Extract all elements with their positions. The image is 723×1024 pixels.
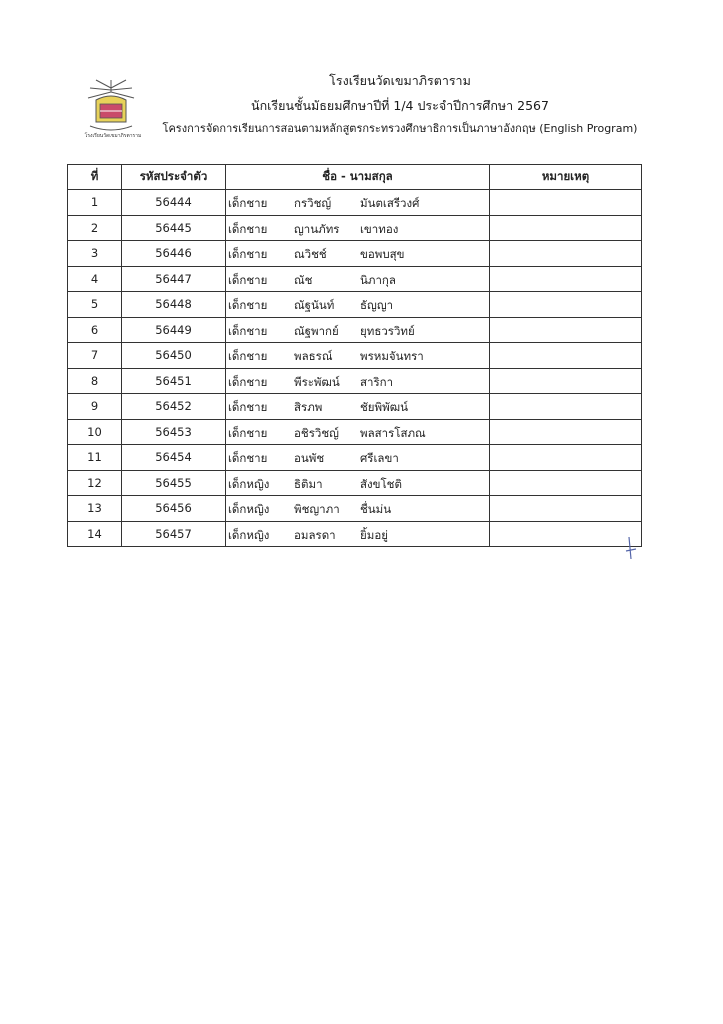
- first-name: ณัฐนันท์: [294, 298, 335, 312]
- table-row: [68, 215, 642, 241]
- row-no: 8: [68, 368, 122, 394]
- row-student-id: 56456: [122, 496, 226, 522]
- row-remarks: [490, 343, 642, 369]
- row-full-name: [226, 292, 490, 318]
- row-student-id: 56445: [122, 215, 226, 241]
- student-roster-table: [67, 164, 642, 547]
- row-remarks: [490, 521, 642, 547]
- table-row: [68, 394, 642, 420]
- name-prefix: เด็กชาย: [228, 400, 268, 414]
- row-full-name: [226, 190, 490, 216]
- class-line: นักเรียนชั้นมัธยมศึกษาปีที่ 1/4 ประจำปีการศึกษา 2567: [251, 98, 549, 113]
- first-name: อนพัช: [294, 451, 325, 465]
- table-row: [68, 343, 642, 369]
- row-no: 9: [68, 394, 122, 420]
- row-full-name: [226, 419, 490, 445]
- last-name: พรหมจันทรา: [360, 349, 424, 363]
- row-student-id: 56457: [122, 521, 226, 547]
- last-name: พลสารโสภณ: [360, 425, 426, 440]
- row-no: 13: [68, 496, 122, 522]
- row-full-name: [226, 266, 490, 292]
- row-no: 2: [68, 215, 122, 241]
- last-name: ยิ้มอยู่: [360, 527, 388, 542]
- header-remarks: หมายเหตุ: [490, 165, 642, 190]
- first-name: พิชญาภา: [294, 502, 340, 516]
- row-full-name: [226, 470, 490, 496]
- school-logo: [86, 78, 136, 140]
- row-student-id: 56454: [122, 445, 226, 471]
- name-prefix: เด็กชาย: [228, 451, 268, 465]
- row-full-name: [226, 445, 490, 471]
- row-full-name: [226, 496, 490, 522]
- last-name: มันตเสรีวงศ์: [360, 196, 420, 210]
- first-name: อชิรวิชญ์: [294, 425, 339, 440]
- row-remarks: [490, 317, 642, 343]
- program-line: โครงการจัดการเรียนการสอนตามหลักสูตรกระทรวงศึกษาธิการเป็นภาษาอังกฤษ (English Program): [162, 122, 638, 135]
- first-name: สิรภพ: [294, 400, 323, 414]
- first-name: กรวิชญ์: [294, 196, 332, 210]
- row-student-id: 56452: [122, 394, 226, 420]
- row-no: 12: [68, 470, 122, 496]
- first-name: อมลรดา: [294, 527, 336, 542]
- last-name: สาริกา: [360, 374, 394, 389]
- header-student-id: รหัสประจำตัว: [122, 165, 226, 190]
- last-name: ยุทธวรวิทย์: [360, 323, 415, 338]
- row-remarks: [490, 496, 642, 522]
- table-row: [68, 419, 642, 445]
- row-student-id: 56447: [122, 266, 226, 292]
- name-prefix: เด็กชาย: [228, 247, 268, 261]
- name-prefix: เด็กชาย: [228, 374, 268, 389]
- name-prefix: เด็กชาย: [228, 196, 268, 210]
- row-no: 3: [68, 241, 122, 267]
- first-name: พีระพัฒน์: [294, 374, 340, 389]
- last-name: ชื่นม่น: [360, 502, 392, 516]
- table-row: [68, 241, 642, 267]
- first-name: ณัฐพากย์: [294, 323, 339, 338]
- row-remarks: [490, 190, 642, 216]
- first-name: ณวิชช์: [294, 247, 327, 261]
- row-student-id: 56451: [122, 368, 226, 394]
- last-name: สังขโชติ: [360, 476, 402, 491]
- header-full-name: ชื่อ - นามสกุล: [226, 165, 490, 190]
- table-row: [68, 266, 642, 292]
- row-student-id: 56444: [122, 190, 226, 216]
- row-student-id: 56449: [122, 317, 226, 343]
- school-name: โรงเรียนวัดเขมาภิรตาราม: [329, 73, 471, 88]
- row-full-name: [226, 521, 490, 547]
- table-row: [68, 445, 642, 471]
- table-row: [68, 496, 642, 522]
- row-full-name: [226, 215, 490, 241]
- last-name: ศรีเลขา: [360, 451, 399, 465]
- table-row: [68, 317, 642, 343]
- row-remarks: [490, 394, 642, 420]
- table-row: [68, 292, 642, 318]
- row-remarks: [490, 215, 642, 241]
- row-full-name: [226, 241, 490, 267]
- row-student-id: 56448: [122, 292, 226, 318]
- row-no: 14: [68, 521, 122, 547]
- name-prefix: เด็กชาย: [228, 221, 268, 236]
- first-name: ธิติมา: [294, 476, 323, 491]
- first-name: ณัช: [294, 272, 313, 287]
- row-remarks: [490, 470, 642, 496]
- row-no: 1: [68, 190, 122, 216]
- row-remarks: [490, 445, 642, 471]
- row-remarks: [490, 241, 642, 267]
- name-prefix: เด็กชาย: [228, 349, 268, 363]
- name-prefix: เด็กชาย: [228, 272, 268, 287]
- row-student-id: 56455: [122, 470, 226, 496]
- row-full-name: [226, 394, 490, 420]
- pen-mark: [624, 535, 638, 561]
- row-no: 11: [68, 445, 122, 471]
- first-name: พลธรณ์: [294, 349, 333, 363]
- row-student-id: 56446: [122, 241, 226, 267]
- last-name: เขาทอง: [360, 221, 399, 236]
- row-remarks: [490, 292, 642, 318]
- last-name: ธัญญา: [360, 298, 394, 312]
- last-name: ชัยพิพัฒน์: [360, 400, 408, 414]
- row-no: 4: [68, 266, 122, 292]
- table-header-row: [68, 165, 642, 190]
- name-prefix: เด็กชาย: [228, 323, 268, 338]
- row-student-id: 56453: [122, 419, 226, 445]
- name-prefix: เด็กชาย: [228, 425, 268, 440]
- table-row: [68, 521, 642, 547]
- row-no: 7: [68, 343, 122, 369]
- row-full-name: [226, 343, 490, 369]
- table-row: [68, 190, 642, 216]
- header-no: ที่: [68, 165, 122, 190]
- row-no: 5: [68, 292, 122, 318]
- name-prefix: เด็กหญิง: [228, 476, 270, 491]
- name-prefix: เด็กหญิง: [228, 502, 270, 516]
- name-prefix: เด็กชาย: [228, 298, 268, 312]
- logo-caption: โรงเรียนวัดเขมาภิรตาราม: [84, 133, 142, 139]
- row-student-id: 56450: [122, 343, 226, 369]
- last-name: ขอพบสุข: [360, 247, 405, 261]
- row-no: 6: [68, 317, 122, 343]
- name-prefix: เด็กหญิง: [228, 527, 270, 542]
- row-full-name: [226, 317, 490, 343]
- last-name: นิภากุล: [360, 272, 396, 287]
- row-remarks: [490, 266, 642, 292]
- table-row: [68, 368, 642, 394]
- table-row: [68, 470, 642, 496]
- row-remarks: [490, 368, 642, 394]
- row-no: 10: [68, 419, 122, 445]
- first-name: ญานภัทร: [294, 221, 340, 236]
- row-remarks: [490, 419, 642, 445]
- row-full-name: [226, 368, 490, 394]
